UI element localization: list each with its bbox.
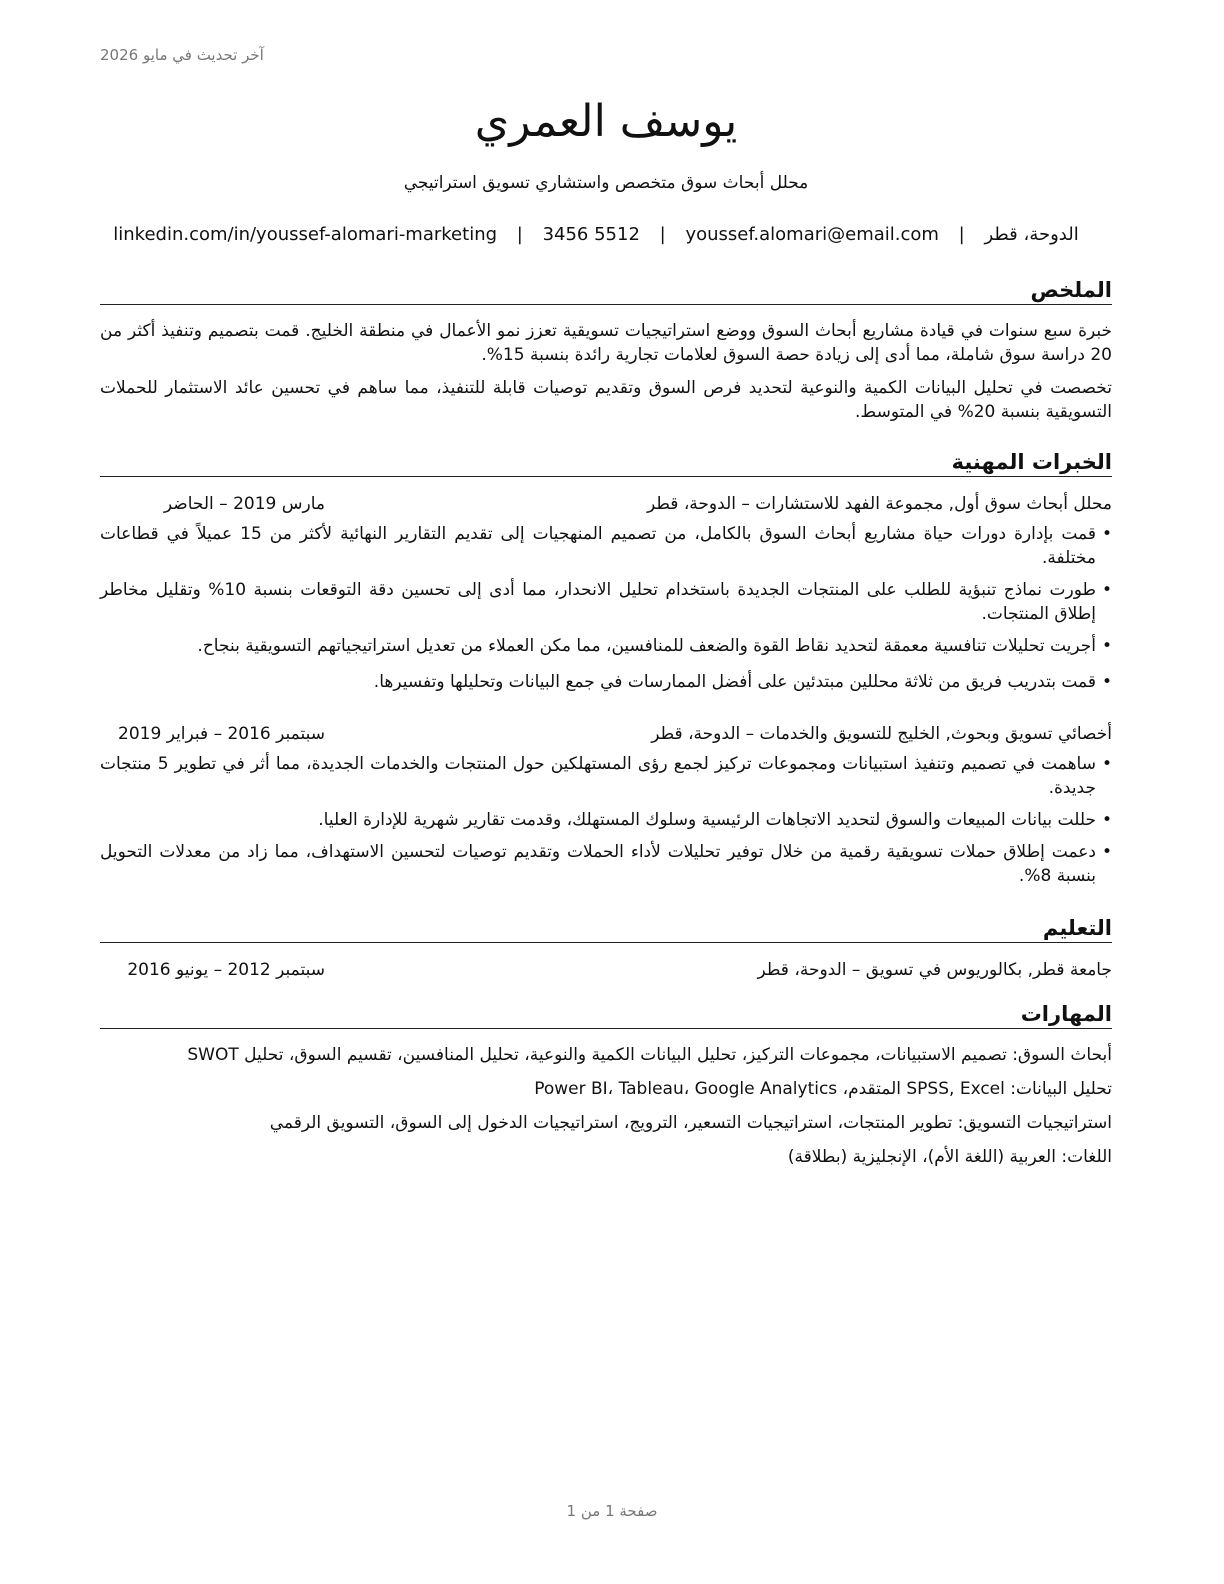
job-entry <box>100 722 1112 888</box>
summary-paragraph: خبرة سبع سنوات في قيادة مشاريع أبحاث السوق ووضع استراتيجيات تسويقية تعزز نمو الأعمال في منطقة الخليج. قمت بتصميم وتنفيذ أكثر من 20 دراسة سوق شاملة، مما أدى إلى زيادة حصة السوق لعلامات تجارية رائدة بنسبة 15%. <box>100 321 1112 365</box>
job-bullet: • ساهمت في تصميم وتنفيذ استبيانات ومجموعات تركيز لجمع رؤى المستهلكين حول المنتجات والخدمات الجديدة، مما أثر في تطوير 5 منتجات جديدة. <box>100 752 1112 800</box>
job-bullet: • أجريت تحليلات تنافسية معمقة لتحديد نقاط القوة والضعف للمنافسين، مما مكن العملاء من تعديل استراتيجياتهم التسويقية بنجاح. <box>100 634 1112 658</box>
job-header <box>100 722 1112 746</box>
section-heading-summary: الملخص <box>100 276 1112 305</box>
section-heading-skills: المهارات <box>100 1000 1112 1029</box>
page-number: صفحة 1 من 1 <box>566 1502 658 1520</box>
job-bullet: • دعمت إطلاق حملات تسويقية رقمية من خلال توفير تحليلات لأداء الحملات وتقديم توصيات لتحسين الاستهداف، مما زاد من معدلات التحويل بنسبة 8%. <box>100 840 1112 888</box>
education-section <box>100 914 1112 982</box>
summary-paragraph: تخصصت في تحليل البيانات الكمية والنوعية لتحديد فرص السوق وتقديم توصيات قابلة للتنفيذ، مما ساهم في تحسين عائد الاستثمار للحملات التسويقية بنسبة 20% في المتوسط. <box>100 378 1112 422</box>
job-bullet: • طورت نماذج تنبؤية للطلب على المنتجات الجديدة باستخدام تحليل الانحدار، مما أدى إلى تحسين دقة التوقعات بنسبة 10% وتقليل مخاطر إطلاق المنتجات. <box>100 578 1112 626</box>
skill-line: اللغات: العربية (اللغة الأم)، الإنجليزية (بطلاقة) <box>787 1147 1112 1167</box>
job-role: محلل أبحاث سوق أول, مجموعة الفهد للاستشارات – الدوحة، قطر <box>646 494 1112 514</box>
experience-section <box>100 448 1112 888</box>
contact-email[interactable]: youssef.alomari@email.com <box>685 224 939 245</box>
job-bullet: • قمت بتدريب فريق من ثلاثة محللين مبتدئين على أفضل الممارسات في جمع البيانات وتحليلها وتفسيرها. <box>100 670 1112 694</box>
job-dates: سبتمبر 2016 – فبراير 2019 <box>118 724 325 744</box>
candidate-title: محلل أبحاث سوق متخصص واستشاري تسويق استراتيجي <box>403 173 809 193</box>
job-bullets <box>100 752 1112 888</box>
job-bullets <box>100 522 1112 694</box>
job-header <box>100 492 1112 516</box>
summary-section <box>100 276 1112 424</box>
contact-separator: | <box>659 224 666 245</box>
education-dates: سبتمبر 2012 – يونيو 2016 <box>127 960 325 980</box>
section-heading-education: التعليم <box>100 914 1112 943</box>
job-bullet: • قمت بإدارة دورات حياة مشاريع أبحاث السوق بالكامل، من تصميم المنهجيات إلى تقديم التقارير النهائية لأكثر من 15 عميلاً في قطاعات مختلفة. <box>100 522 1112 570</box>
skill-line: تحليل البيانات: SPSS, Excel المتقدم، Power BI، Tableau، Google Analytics <box>534 1079 1112 1099</box>
section-heading-experience: الخبرات المهنية <box>100 448 1112 477</box>
job-bullet: • حللت بيانات المبيعات والسوق لتحديد الاتجاهات الرئيسية وسلوك المستهلك، وقدمت تقارير شهرية للإدارة العليا. <box>100 808 1112 832</box>
contact-location: الدوحة، قطر <box>984 224 1079 245</box>
contact-line <box>100 222 1092 248</box>
candidate-name: يوسف العمري <box>474 96 738 147</box>
last-updated: آخر تحديث في مايو 2026 <box>100 46 264 64</box>
contact-separator: | <box>958 224 965 245</box>
contact-linkedin[interactable]: linkedin.com/in/youssef-alomari-marketing <box>113 224 498 245</box>
skill-line: أبحاث السوق: تصميم الاستبيانات، مجموعات التركيز، تحليل البيانات الكمية والنوعية، تحليل المنافسين، تقسيم السوق، تحليل SWOT <box>187 1045 1112 1065</box>
skill-line: استراتيجيات التسويق: تطوير المنتجات، استراتيجيات التسعير، الترويج، استراتيجيات الدخول إلى السوق، التسويق الرقمي <box>269 1113 1112 1133</box>
skills-section <box>100 1000 1112 1169</box>
education-entry <box>100 958 1112 982</box>
job-dates: مارس 2019 – الحاضر <box>163 494 325 514</box>
contact-phone: 3456 5512 <box>542 224 640 245</box>
job-role: أخصائي تسويق وبحوث, الخليج للتسويق والخدمات – الدوحة، قطر <box>651 724 1112 744</box>
job-entry <box>100 492 1112 694</box>
contact-separator: | <box>516 224 523 245</box>
education-school: جامعة قطر, بكالوريوس في تسويق – الدوحة، قطر <box>757 960 1112 980</box>
